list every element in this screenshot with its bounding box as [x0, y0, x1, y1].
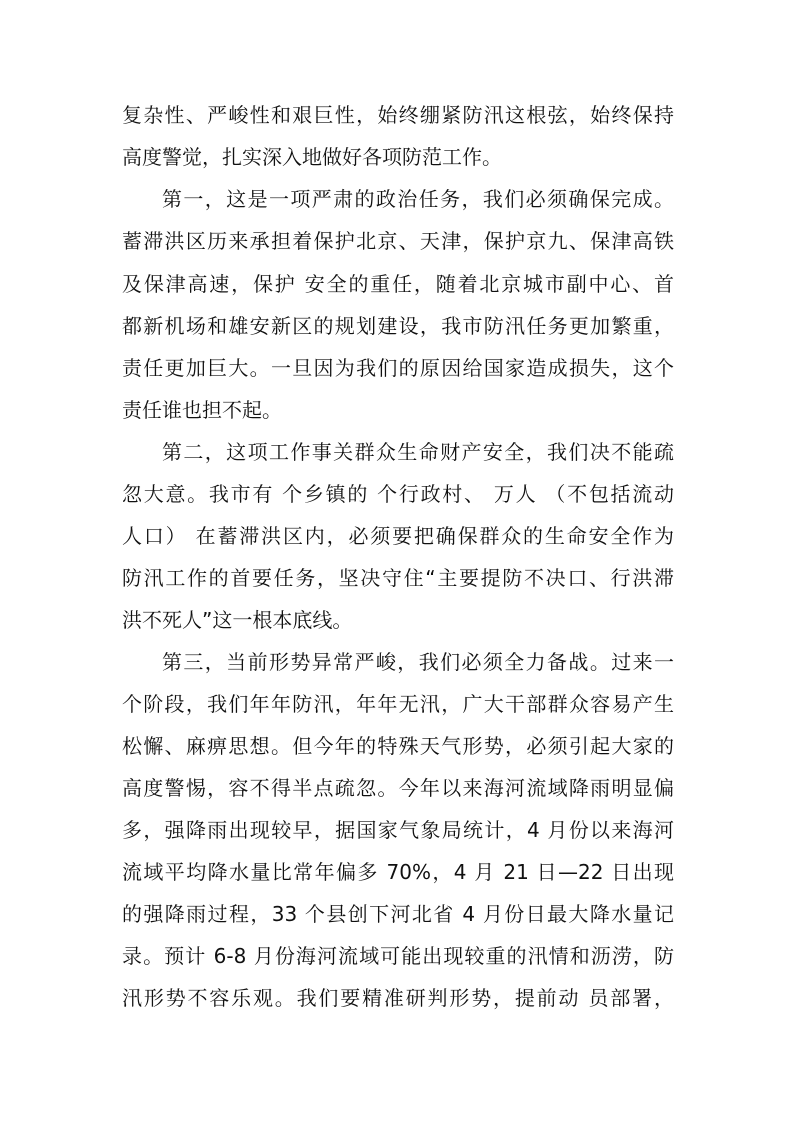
- text-line: 蓄滞洪区历来承担着保护北京、天津，保护京九、保津高铁: [122, 229, 674, 253]
- text-line: 录。预计 6-8 月份海河流域可能出现较重的汛情和沥涝，防: [122, 944, 674, 968]
- text-line: 防汛工作的首要任务，坚决守住“主要提防不决口、行洪滞: [122, 566, 674, 590]
- text-line: 的强降雨过程，33 个县创下河北省 4 月份日最大降水量记: [122, 902, 674, 926]
- text-line: 第三，当前形势异常严峻，我们必须全力备战。过来一: [162, 650, 674, 674]
- text-line: 责任谁也担不起。: [122, 398, 282, 422]
- text-line: 高度警觉，扎实深入地做好各项防范工作。: [122, 145, 502, 169]
- text-line: 人口） 在蓄滞洪区内，必须要把确保群众的生命安全作为: [122, 524, 674, 548]
- text-line: 流域平均降水量比常年偏多 70%，4 月 21 日—22 日出现: [122, 860, 674, 884]
- text-line: 高度警惕，容不得半点疏忽。今年以来海河流域降雨明显偏: [122, 776, 674, 800]
- text-line: 都新机场和雄安新区的规划建设，我市防汛任务更加繁重，: [122, 314, 674, 338]
- text-line: 个阶段，我们年年防汛，年年无汛，广大干部群众容易产生: [122, 692, 674, 716]
- text-line: 松懈、麻痹思想。但今年的特殊天气形势，必须引起大家的: [122, 734, 674, 758]
- text-line: 第二，这项工作事关群众生命财产安全，我们决不能疏: [162, 440, 674, 464]
- text-line: 复杂性、严峻性和艰巨性，始终绷紧防汛这根弦，始终保持: [122, 103, 674, 127]
- text-line: 多，强降雨出现较早，据国家气象局统计，4 月份以来海河: [122, 818, 674, 842]
- text-line: 汛形势不容乐观。我们要精准研判形势，提前动 员部署，: [122, 986, 674, 1010]
- text-line: 忽大意。我市有 个乡镇的 个行政村、 万人 （不包括流动: [122, 482, 674, 506]
- text-line: 第一，这是一项严肃的政治任务，我们必须确保完成。: [162, 187, 674, 211]
- text-line: 洪不死人”这一根本底线。: [122, 608, 353, 632]
- text-line: 及保津高速，保护 安全的重任，随着北京城市副中心、首: [122, 272, 674, 296]
- text-line: 责任更加巨大。一旦因为我们的原因给国家造成损失，这个: [122, 356, 674, 380]
